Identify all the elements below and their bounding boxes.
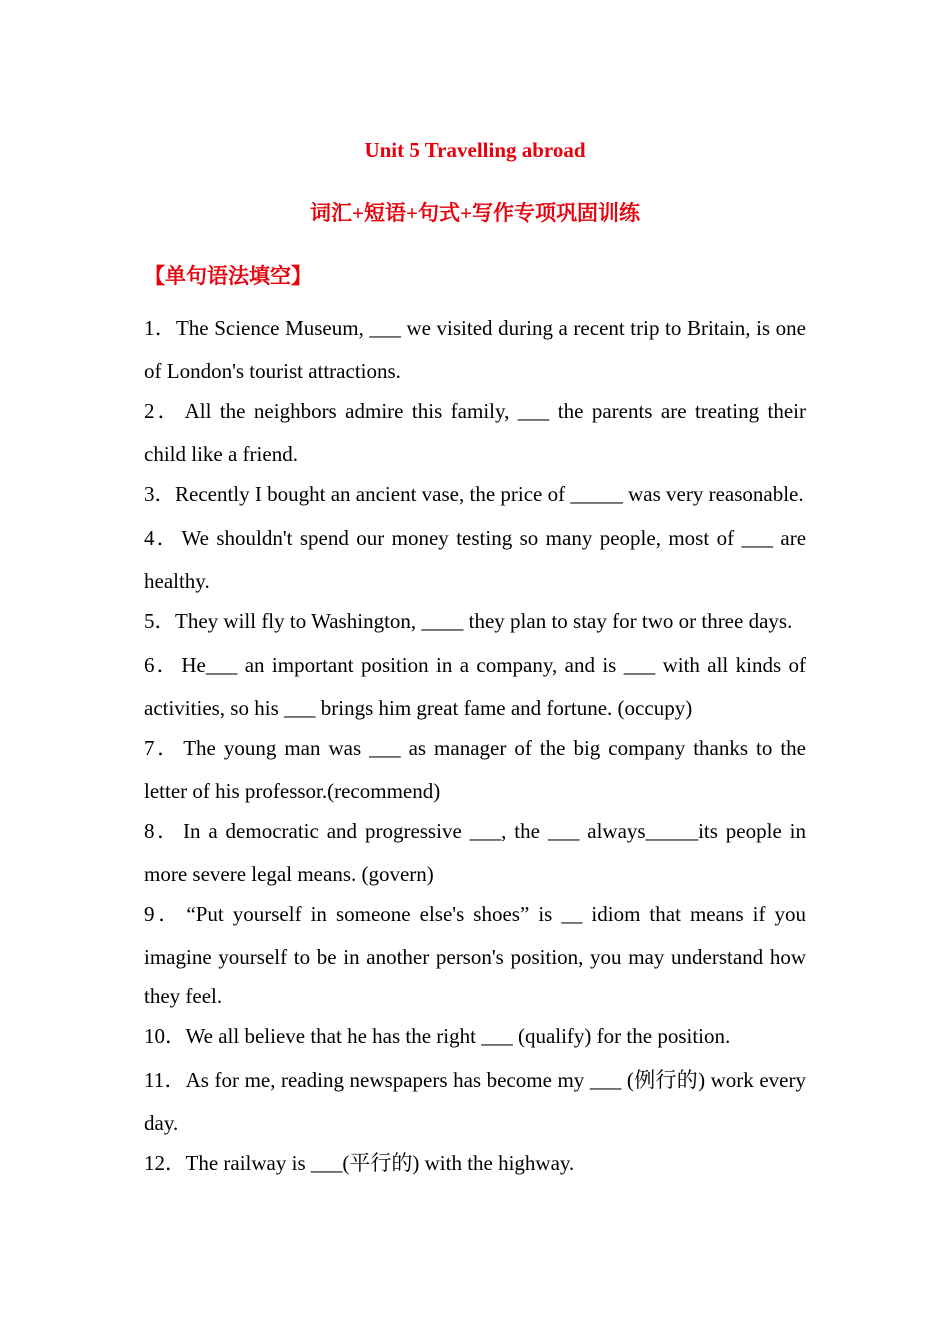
question-item [144,812,806,894]
page-subtitle: 词汇+短语+句式+写作专项巩固训练 [310,201,640,225]
question-number: 12． [144,1151,176,1175]
question-number: 4． [144,526,170,550]
question-text: We all believe that he has the right ___ (qualify) for the position. [185,1024,731,1048]
question-number: 11． [144,1068,176,1092]
question-text: In a democratic and progressive ___, the ___ always_____its people in more severe legal means. (govern) [144,819,807,886]
question-item [144,729,806,811]
question-item [144,895,806,1016]
question-text: Recently I bought an ancient vase, the price of _____ was very reasonable. [175,482,804,506]
question-item [144,602,806,645]
question-item [144,475,806,518]
question-text: “Put yourself in someone else's shoes” is __ idiom that means if you imagine yourself to be in another person's position, you may understand how they feel. [144,902,807,1008]
question-item [144,519,806,601]
question-number: 2． [144,399,172,423]
question-number: 10． [144,1024,176,1048]
question-number: 8． [144,819,171,843]
question-text: We shouldn't spend our money testing so many people, most of ___ are healthy. [144,526,807,593]
question-number: 3． [144,482,165,506]
question-item [144,1017,806,1060]
question-item [144,309,806,391]
question-list [144,309,806,1188]
question-item [144,1061,806,1143]
question-item [144,646,806,728]
question-text: The Science Museum, ___ we visited during a recent trip to Britain, is one of London's tourist attractions. [144,316,807,383]
question-number: 1． [144,316,166,340]
question-item [144,1144,806,1187]
question-text: The railway is ___(平行的) with the highway. [185,1151,575,1175]
question-number: 9． [144,902,173,926]
question-item [144,392,806,474]
question-number: 7． [144,736,171,760]
question-text: He___ an important position in a company, and is ___ with all kinds of activities, so his ___ brings him great fame and fortune. (occupy) [144,653,807,720]
section-heading: 【单句语法填空】 [144,264,312,288]
question-number: 6． [144,653,170,677]
question-text: They will fly to Washington, ____ they plan to stay for two or three days. [175,609,793,633]
question-text: All the neighbors admire this family, ___ the parents are treating their child like a friend. [144,399,807,466]
question-number: 5． [144,609,165,633]
question-text: The young man was ___ as manager of the big company thanks to the letter of his professor.(recommend) [144,736,806,803]
question-text: As for me, reading newspapers has become my ___ (例行的) work every day. [144,1068,806,1135]
page-title: Unit 5 Travelling abroad [364,138,586,162]
